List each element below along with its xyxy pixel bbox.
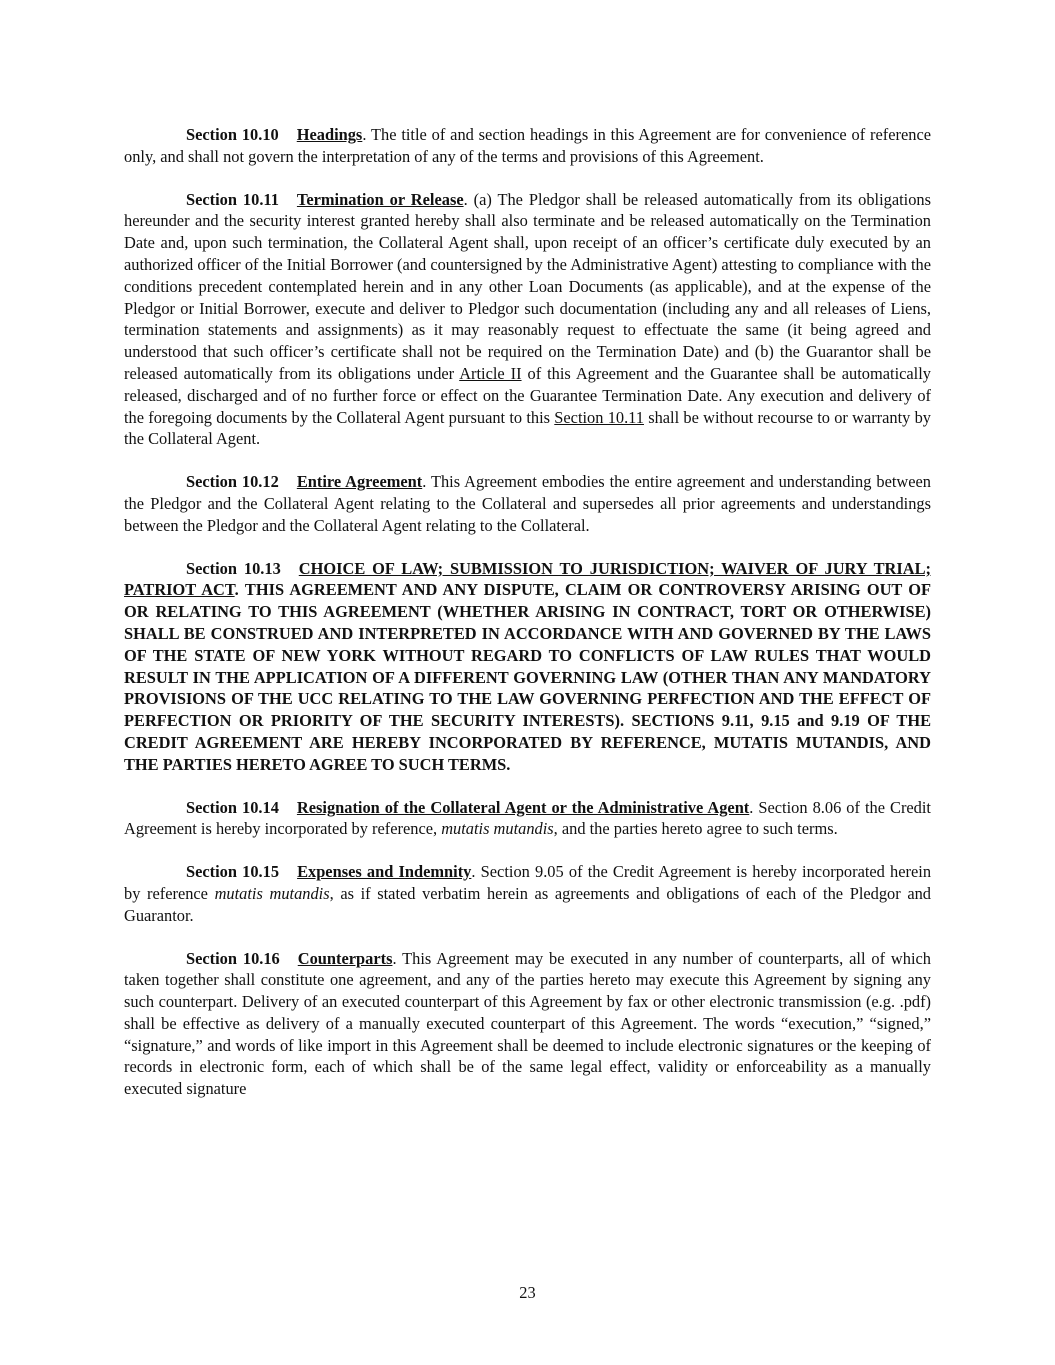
body-text: , and the parties hereto agree to such terms. bbox=[553, 819, 838, 839]
section-title: Entire Agreement bbox=[296, 472, 423, 492]
section-body bbox=[124, 580, 931, 773]
section-paragraph bbox=[124, 861, 931, 926]
section-paragraph bbox=[124, 948, 931, 1101]
body-text: . (a) The Pledgor shall be released automatically from its obligations hereunder and the security interest granted hereby shall also terminate and be released automatically on the Termination Date and, upon such termination, the Collateral Agent shall, upon receipt of an officer’s certificate duly executed by an authorized officer of the Initial Borrower (and countersigned by the Administrative Agent) attesting to compliance with the conditions precedent contemplated herein and in any other Loan Documents (as applicable), and at the expense of the Pledgor or Initial Borrower, execute and deliver to Pledgor such documentation (including any and all releases of Liens, termination statements and assignments) as it may reasonably request to effectuate the same (it being agreed and understood that such officer’s certificate shall not be required on the Termination Date) and (b) the Guarantor shall be released automatically from its obligations under bbox=[124, 189, 932, 383]
cross-reference: Article II bbox=[459, 363, 522, 383]
section-title: Termination or Release bbox=[296, 189, 464, 209]
body-text: . Section 8.06 of the Credit Agreement is hereby incorporated by reference, bbox=[124, 797, 931, 839]
section-paragraph bbox=[124, 797, 931, 841]
section-list bbox=[124, 124, 931, 1100]
section-body bbox=[124, 190, 931, 449]
section-title: Expenses and Indemnity bbox=[297, 862, 472, 882]
section-number: Section 10.14 bbox=[186, 797, 279, 817]
body-text: , as if stated verbatim herein as agreements and obligations of each of the Pledgor and Guarantor. bbox=[124, 883, 931, 925]
body-text: shall be without recourse to or warranty by the Collateral Agent. bbox=[124, 407, 931, 449]
body-text: . This Agreement may be executed in any number of counterparts, all of which taken together shall constitute one agreement, and any of the parties hereto may execute this Agreement by signing any such counterpart. Delivery of an executed counterpart of this Agreement by fax or other electronic transmission (e.g. .pdf) shall be effective as delivery of a manually executed counterpart of this Agreement. The words “execution,” “signed,” “signature,” and words of like import in this Agreement shall be deemed to include electronic signatures or the keeping of records in electronic form, each of which shall be of the same legal effect, validity or enforceability as a manually executed signature bbox=[124, 948, 931, 1099]
section-paragraph bbox=[124, 558, 931, 776]
section-paragraph bbox=[124, 189, 931, 451]
section-number: Section 10.13 bbox=[186, 558, 281, 578]
section-number: Section 10.10 bbox=[186, 125, 279, 144]
body-text: . The title of and section headings in this Agreement are for convenience of reference only, and shall not govern the interpretation of any of the terms and provisions of this Agreement. bbox=[124, 125, 931, 166]
document-page bbox=[124, 124, 931, 1121]
section-number: Section 10.11 bbox=[186, 189, 279, 209]
section-title: Counterparts bbox=[297, 948, 393, 968]
body-text: of this Agreement and the Guarantee shall be automatically released, discharged and of no further force or effect on the Guarantee Termination Date. Any execution and delivery of the foregoing documents by the Collateral Agent pursuant to this bbox=[124, 363, 931, 427]
section-number: Section 10.15 bbox=[186, 862, 280, 882]
page-number: 23 bbox=[519, 1283, 536, 1302]
body-text: . Section 9.05 of the Credit Agreement is hereby incorporated herein by reference bbox=[124, 862, 932, 903]
section-number: Section 10.16 bbox=[186, 948, 280, 968]
section-title: CHOICE OF LAW; SUBMISSION TO JURISDICTION; WAIVER OF JURY TRIAL; PATRIOT ACT bbox=[124, 558, 931, 600]
body-text: . bbox=[234, 580, 245, 600]
section-body bbox=[124, 949, 931, 1099]
cross-reference: Section 10.11 bbox=[554, 407, 644, 427]
section-paragraph bbox=[124, 124, 931, 168]
section-paragraph bbox=[124, 471, 931, 536]
italic-term: mutatis mutandis bbox=[214, 883, 330, 903]
bold-clause: THIS AGREEMENT AND ANY DISPUTE, CLAIM OR CONTROVERSY ARISING OUT OF OR RELATING TO THIS AGREEMENT (WHETHER ARISING IN CONTRACT, TORT OR OTHERWISE) SHALL BE CONSTRUED AND INTERPRETED IN ACCORDANCE WITH AND GOVERNED BY THE LAWS OF THE STATE OF NEW YORK WITHOUT REGARD TO CONFLICTS OF LAW RULES THAT WOULD RESULT IN THE APPLICATION OF A DIFFERENT GOVERNING LAW (OTHER THAN ANY MANDATORY PROVISIONS OF THE UCC RELATING TO THE LAW GOVERNING PERFECTION AND THE EFFECT OF PERFECTION OR PRIORITY OF THE SECURITY INTERESTS). SECTIONS 9.11, 9.15 and 9.19 OF THE CREDIT AGREEMENT ARE HEREBY INCORPORATED BY REFERENCE, MUTATIS MUTANDIS, AND THE PARTIES HERETO AGREE TO SUCH TERMS bbox=[124, 580, 931, 774]
body-text: . This Agreement embodies the entire agreement and understanding between the Pledgor and the Collateral Agent relating to the Collateral and supersedes all prior agreements and understandings between the Pledgor and the Collateral Agent relating to the Collateral. bbox=[124, 472, 931, 535]
section-number: Section 10.12 bbox=[186, 472, 279, 492]
section-title: Resignation of the Collateral Agent or the Administrative Agent bbox=[296, 797, 750, 817]
italic-term: mutatis mutandis bbox=[441, 819, 554, 839]
body-text: . bbox=[506, 754, 511, 774]
section-title: Headings bbox=[296, 125, 363, 144]
